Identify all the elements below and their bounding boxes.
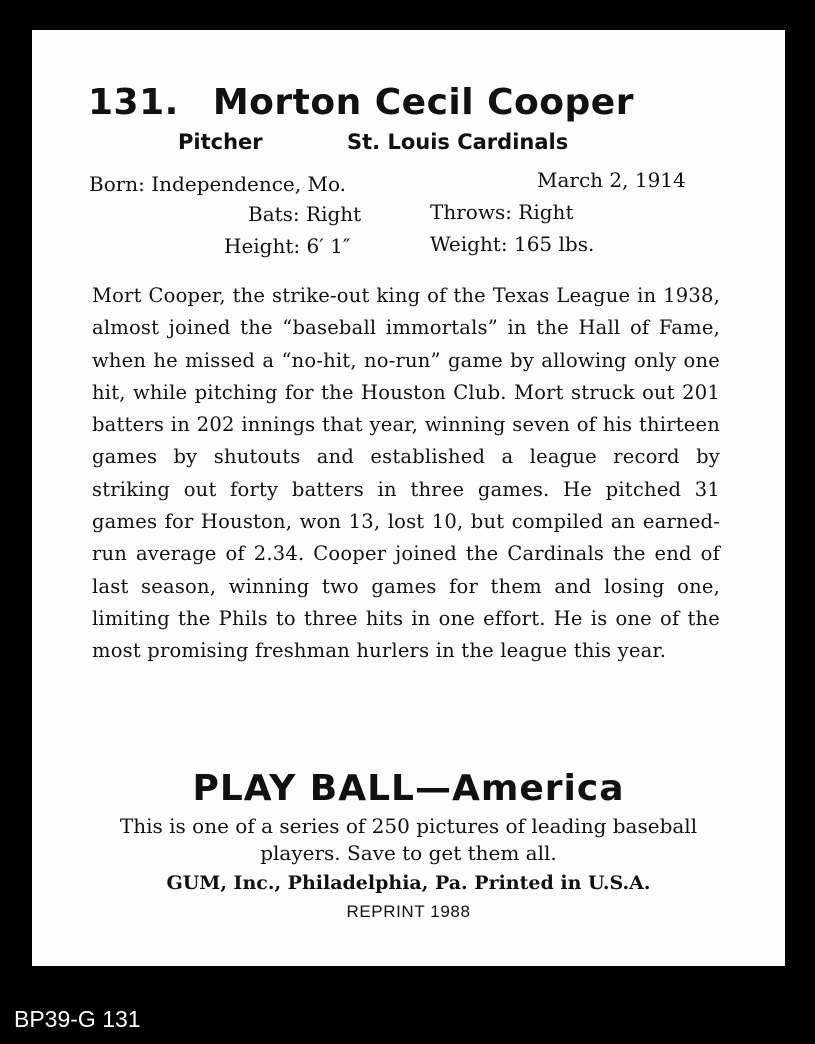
birth-date: March 2, 1914 xyxy=(537,168,686,192)
publisher-line: GUM, Inc., Philadelphia, Pa. Printed in U.S.A. xyxy=(166,872,651,894)
throws: Throws: Right xyxy=(430,200,574,224)
biography-text: Mort Cooper, the strike-out king of the Texas League in 1938, almost joined the “baseball immortals” in the Hall of Fame, when he missed a “no-hit, no-run” game by allowing only one hit, while pitching for the Houston Club. Mort struck out 201 batters in 202 innings that year, winning seven of his thirteen games by shutouts and established a league record by striking out forty batters in three games. He pitched 31 games for Houston, won 13, lost 10, but compiled an earned-run average of 2.34. Cooper joined the Cardinals the end of last season, winning two games for them and losing one, limiting the Phils to three hits in one effort. He is one of the most promising freshman hurlers in the league this year. xyxy=(92,284,720,663)
player-team: St. Louis Cardinals xyxy=(347,130,569,154)
series-text: This is one of a series of 250 pictures of leading baseball players. Save to get them all. xyxy=(119,814,698,865)
card-number: 131. xyxy=(88,82,179,123)
card-title xyxy=(88,82,634,123)
reprint-note: REPRINT 1988 xyxy=(346,902,471,921)
play-ball-headline: PLAY BALL—America xyxy=(192,768,625,809)
player-position: Pitcher xyxy=(178,130,263,154)
bats: Bats: Right xyxy=(248,202,362,226)
catalog-label: BP39-G 131 xyxy=(14,1006,141,1032)
player-name: Morton Cecil Cooper xyxy=(212,82,634,123)
card-back xyxy=(32,30,785,966)
birthplace: Born: Independence, Mo. xyxy=(89,172,347,196)
weight: Weight: 165 lbs. xyxy=(430,232,595,256)
player-biography xyxy=(92,280,720,668)
height: Height: 6′ 1″ xyxy=(224,234,351,258)
